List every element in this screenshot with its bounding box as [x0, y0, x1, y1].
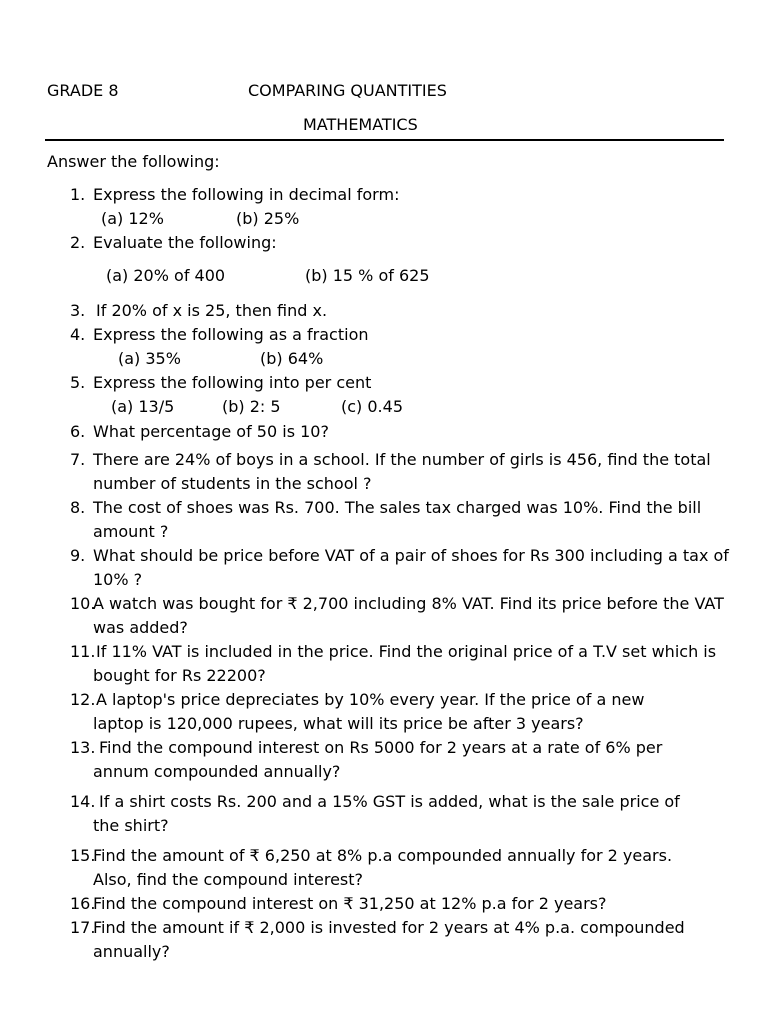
question-number: 6.: [70, 422, 86, 441]
option-text: (b) 64%: [260, 349, 324, 368]
question-number: 15.: [70, 846, 96, 865]
question-text: Find the compound interest on ₹ 31,250 at 12% p.a for 2 years?: [93, 894, 607, 913]
option-text: (a) 12%: [101, 209, 164, 228]
question-text: Find the compound interest on Rs 5000 for 2 years at a rate of 6% per: [99, 738, 663, 757]
question-number: 1.: [70, 185, 86, 204]
question-text: If 20% of x is 25, then find x.: [96, 301, 328, 320]
option-text: (a) 20% of 400: [106, 266, 226, 285]
question-text: laptop is 120,000 rupees, what will its price be after 3 years?: [93, 714, 584, 733]
question-text: If a shirt costs Rs. 200 and a 15% GST is added, what is the sale price of: [99, 792, 680, 811]
grade-label: GRADE 8: [47, 81, 119, 100]
question-text: Also, find the compound interest?: [93, 870, 364, 889]
option-text: (a) 13/5: [111, 397, 175, 416]
question-text: Evaluate the following:: [93, 233, 277, 252]
header-divider: [45, 139, 724, 141]
question-number: 9.: [70, 546, 86, 565]
question-text: A laptop's price depreciates by 10% every year. If the price of a new: [96, 690, 645, 709]
question-text: The cost of shoes was Rs. 700. The sales tax charged was 10%. Find the bill: [93, 498, 702, 517]
question-text: What percentage of 50 is 10?: [93, 422, 329, 441]
question-number: 12.: [70, 690, 96, 709]
question-number: 10.: [70, 594, 96, 613]
question-text: amount ?: [93, 522, 169, 541]
question-number: 2.: [70, 233, 86, 252]
option-text: (b) 2: 5: [222, 397, 281, 416]
question-number: 17.: [70, 918, 96, 937]
question-number: 5.: [70, 373, 86, 392]
question-text: annum compounded annually?: [93, 762, 341, 781]
option-text: (b) 25%: [236, 209, 300, 228]
option-text: (b) 15 % of 625: [305, 266, 430, 285]
question-number: 11.: [70, 642, 96, 661]
instruction-text: Answer the following:: [47, 152, 220, 171]
question-text: Express the following in decimal form:: [93, 185, 400, 204]
subject-title: MATHEMATICS: [303, 115, 418, 134]
question-number: 13.: [70, 738, 96, 757]
question-text: A watch was bought for ₹ 2,700 including 8% VAT. Find its price before the VAT: [93, 594, 724, 613]
question-text: number of students in the school ?: [93, 474, 372, 493]
question-number: 7.: [70, 450, 86, 469]
question-text: If 11% VAT is included in the price. Find the original price of a T.V set which is: [96, 642, 717, 661]
question-text: There are 24% of boys in a school. If the number of girls is 456, find the total: [93, 450, 711, 469]
question-text: was added?: [93, 618, 188, 637]
question-text: Express the following as a fraction: [93, 325, 369, 344]
question-text: Find the amount of ₹ 6,250 at 8% p.a compounded annually for 2 years.: [93, 846, 673, 865]
question-number: 4.: [70, 325, 86, 344]
question-number: 8.: [70, 498, 86, 517]
question-text: Find the amount if ₹ 2,000 is invested for 2 years at 4% p.a. compounded: [93, 918, 685, 937]
question-text: annually?: [93, 942, 170, 961]
question-text: bought for Rs 22200?: [93, 666, 266, 685]
question-number: 14.: [70, 792, 96, 811]
question-text: 10% ?: [93, 570, 143, 589]
topic-title: COMPARING QUANTITIES: [248, 81, 447, 100]
question-text: Express the following into per cent: [93, 373, 372, 392]
question-number: 16.: [70, 894, 96, 913]
option-text: (c) 0.45: [341, 397, 403, 416]
question-number: 3.: [70, 301, 86, 320]
option-text: (a) 35%: [118, 349, 181, 368]
question-text: the shirt?: [93, 816, 169, 835]
question-text: What should be price before VAT of a pair of shoes for Rs 300 including a tax of: [93, 546, 729, 565]
